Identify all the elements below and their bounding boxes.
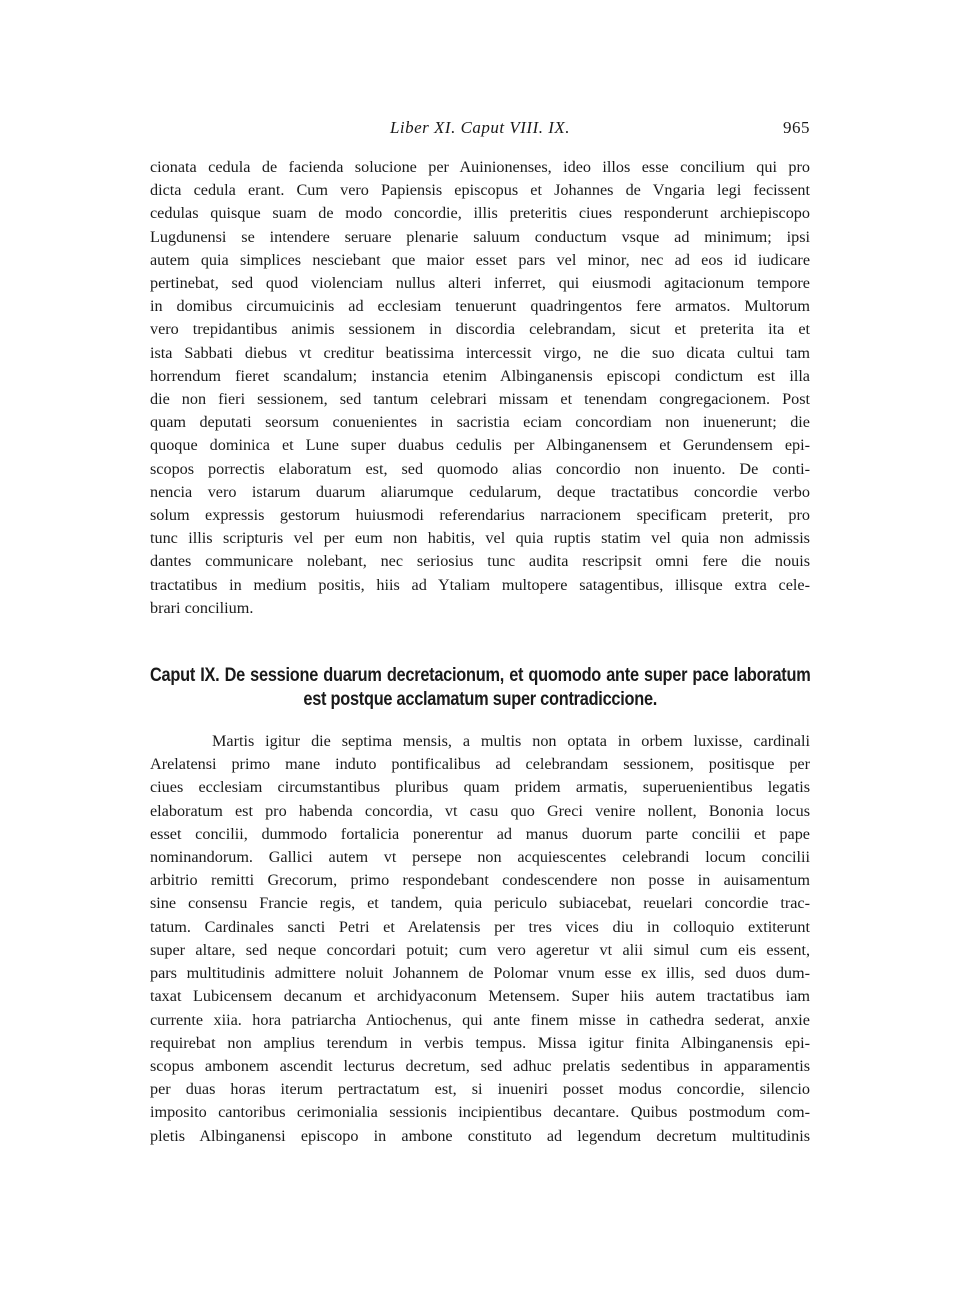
text-line: currente xiia. hora patriarcha Antiochenus, qui ante finem misse in cathedra sederat, anxie (150, 1010, 810, 1029)
text-line: horrendum fieret scandalum; instancia etenim Albinganensis episcopi condictum est illa (150, 366, 810, 385)
text-line: scopus ambonem ascendit lecturus decretum, sed adhuc prelatis sedentibus in apparamentis (150, 1056, 810, 1075)
text-line: dantes communicare nolebant, nec seriosius tunc audita rescripsit omni fere die nouis (150, 552, 810, 571)
text-line: vero trepidantibus animis sessionem in discordia celebrandam, sicut et preterita ita et (150, 320, 810, 339)
text-line: pletis Albinganensi episcopo in ambone constituto ad legendum decretum multitudinis (150, 1126, 810, 1145)
chapter-heading-line: est postque acclamatum super contradiccione. (303, 689, 658, 711)
text-line: imposito cantoribus cerimonialia sessionis incipientibus decantare. Quibus postmodum com- (150, 1103, 810, 1122)
text-line: dicta cedula erant. Cum vero Papiensis episcopus et Johannes de Vngaria legi fecissent (150, 181, 810, 200)
running-head (150, 118, 810, 146)
text-line: ista Sabbati diebus vt creditur beatissima intercessit virgo, ne die suo dicata cultui tam (150, 343, 810, 362)
paragraph-chapter-ix (150, 730, 810, 1148)
text-line: esset concilii, dummodo fortalicia ponerentur ad manus duorum parte concilii et pape (150, 824, 810, 843)
text-line: cionata cedula de facienda solucione per Auinionenses, ideo illos esse concilium qui pro (150, 158, 810, 176)
text-line: solum expressis gestorum huiusmodi referendarius narracionem specificam preterit, pro (150, 506, 810, 525)
text-line: ciues ecclesiam circumstantibus pluribus quam pridem armatis, superuenientibus legatis (150, 778, 810, 797)
text-line: pertinebat, sed quod violenciam nullus alteri inferret, qui eiusmodi agitacionum tempore (150, 274, 810, 293)
text-line: Martis igitur die septima mensis, a multis non optata in orbem luxisse, cardinali (212, 732, 810, 751)
text-line: die non fieri sessionem, sed tantum celebrari missam et tenendam congregacionem. Post (150, 390, 810, 409)
text-line: requirebat non amplius terendum in verbis tempus. Missa igitur finita Albinganensis epi- (150, 1033, 810, 1052)
text-line: per duas horas iterum pertractatum est, si inueniri posset modus concordie, silencio (150, 1080, 810, 1099)
text-line: arbitrio remitti Grecorum, primo respondebant condescendere non posse in auisamentum (150, 871, 810, 890)
book-page (150, 118, 810, 1148)
text-line: super altare, sed neque concordari potuit; cum vero ageretur vt alii simul cum eis essent, (150, 940, 810, 959)
text-line: taxat Lubicensem decanum et archidyaconum Metensem. Super hiis autem tractatibus iam (150, 987, 810, 1006)
text-line: nominandorum. Gallici autem vt persepe non acquiescentes celebrandi locum concilii (150, 848, 810, 867)
chapter-heading (150, 664, 810, 712)
text-line: tatum. Cardinales sancti Petri et Arelatensis per tres vices diu in colloquio extiterunt (150, 917, 810, 936)
page-number: 965 (783, 118, 810, 137)
text-line: quoque dominica et Lune super duabus cedulis per Albinganensem et Gerundensem epi- (150, 436, 810, 455)
text-line: in domibus circumuicinis ad ecclesiam tenuerunt quadringentos fere armatos. Multorum (150, 297, 810, 316)
text-line: autem quia simplices nesciebant que maior esset pars vel minor, nec ad eos id iudicare (150, 250, 810, 269)
text-line: cedulas quisque suam de modo concordie, illis preteritis ciues responderunt archiepiscopo (150, 204, 810, 223)
text-line: scopos porrectis elaboratum est, sed quomodo alias concordio non inuento. De conti- (150, 459, 810, 478)
text-line: Arelatensi primo mane induto pontificalibus ad celebrandam sessionem, positisque per (150, 755, 810, 774)
chapter-heading-line: Caput IX. De sessione duarum decretacionum, et quomodo ante super pace laboratum (150, 665, 811, 687)
paragraph-continued (150, 156, 810, 620)
text-line: Lugdunensi se intendere seruare plenarie saluum conductum vsque ad minimum; ipsi (150, 227, 810, 246)
text-line: quam deputati seorsum conuenientes in sacristia eciam concordiam non inuenerunt; die (150, 413, 810, 432)
running-title: Liber XI. Caput VIII. IX. (389, 118, 571, 137)
text-line: sine consensu Francie regis, et tandem, quia periculo subiacebat, reuelari concordie trac- (150, 894, 810, 913)
text-line: elaboratum est pro habenda concordia, vt casu quo Greci venire nollent, Bononia locus (150, 801, 810, 820)
text-line: tractatibus in medium positis, hiis ad Ytaliam multopere satagentibus, illisque extra cele- (150, 575, 810, 594)
text-line: nencia vero istarum duarum aliarumque cedularum, deque tractatibus concordie verbo (150, 482, 810, 501)
text-line: pars multitudinis admittere noluit Johannem de Polomar vnum esse ex illis, sed duos dum- (150, 964, 810, 983)
text-line: brari concilium. (150, 598, 254, 617)
text-line: tunc illis scripturis vel per eum non habitis, vel quia ruptis statim vel quia non admissis (150, 529, 810, 548)
